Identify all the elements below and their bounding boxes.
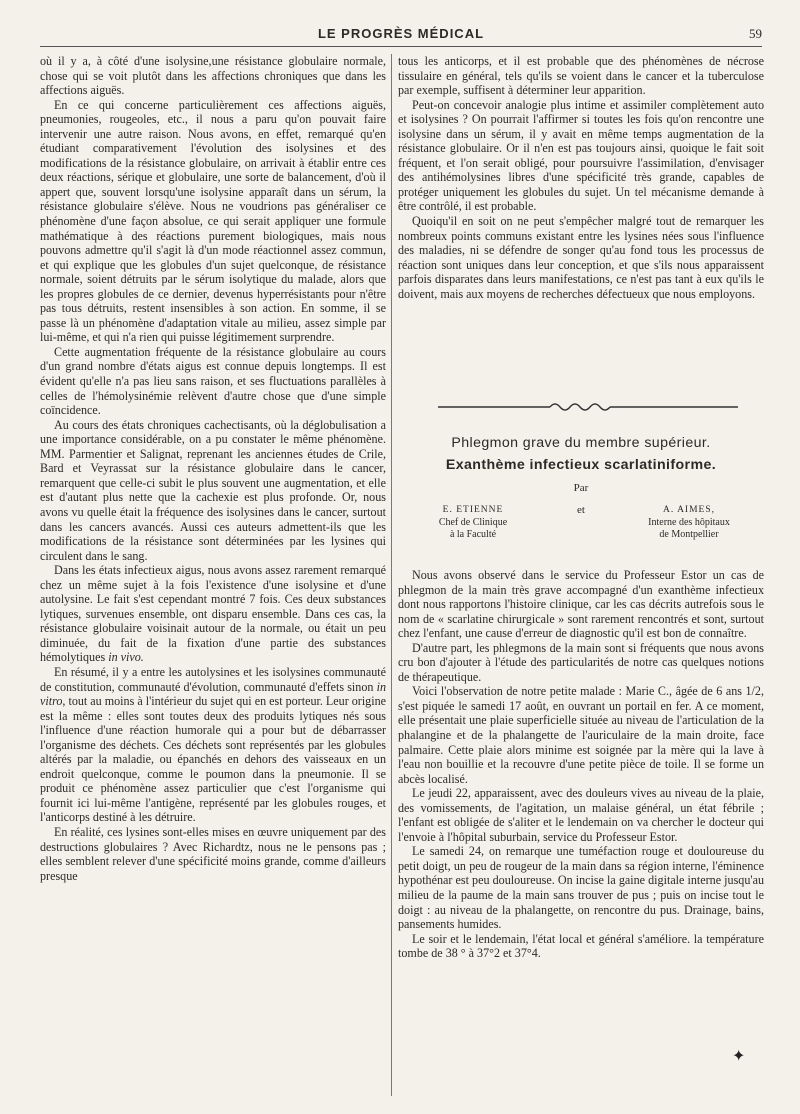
author-etienne bbox=[398, 504, 548, 542]
paragraph-with-italic bbox=[40, 665, 386, 825]
paragraph-text: En résumé, il y a entre les autolysines et les isolysines communauté de constitution, communauté d'évolution, communauté d'effets sinon bbox=[40, 664, 386, 694]
paragraph: Le samedi 24, on remarque une tuméfaction rouge et douloureuse du petit doigt, un peu de rougeur de la main dans sa région interne, l'éminence hypothénar est peu douloureuse. On incise la gaine digitale interne jusqu'au milieu de la paume de la main sans trouver de pus ; puis on incise tout le doigt : au niveau de la phalangette, on rencontre du pus. Drainage, bains, pansements humides. bbox=[398, 844, 764, 932]
article-title-line-2: Exanthème infectieux scarlatiniforme. bbox=[445, 457, 717, 473]
end-ornament-icon: ✦ bbox=[732, 1046, 746, 1065]
paragraph: tous les anticorps, et il est probable que des phénomènes de nécrose tissulaire en général, tels qu'ils se voient dans le cancer et la tuberculose par exemple, suffisent à déterminer leur apparition. bbox=[398, 54, 764, 98]
author-name: A. AIMES, bbox=[662, 505, 716, 515]
paragraph: Quoiqu'il en soit on ne peut s'empêcher malgré tout de remarquer les nombreux points communs existant entre les lysines nées sous l'influence des maladies, ni se défendre de songer qu'au fond tous les processus de réaction sont uniques dans leur conception, et que s'ils nous apparaissent parfois disparates dans leurs manifestations, ce n'est pas tant à eux qu'ils le doivent, mais aux moyens de recherches défectueux que nous employons. bbox=[398, 214, 764, 301]
paragraph: où il y a, à côté d'une isolysine,une résistance globulaire normale, chose qui se voit plutôt dans les affections chroniques que dans les affections aiguës. bbox=[40, 54, 386, 98]
author-affiliation: à la Faculté bbox=[449, 529, 497, 540]
paragraph: En ce qui concerne particulièrement ces affections aiguës, pneumonies, rougeoles, etc., il nous a paru qu'on pouvait faire intervenir une autre raison. Nous avons, en effet, remarqué qu'en étudiant comparativement l'évolution des isolysines et des modifications de la résistance globulaire, on arrivait à établir entre ces deux réactions, sérique et globulaire, une sorte de balancement, d'où il appert que, souvent lorsqu'une isolysine apparaît dans un sérum, la résistance globulaire s'élève. Nous ne voudrions pas généraliser ce phénomène d'une façon absolue, ce qui serait appliquer une formule mathématique à des réactions purement biologiques, mais nous pouvons admettre qu'il s'agit là d'un mode réactionnel assez commun, et qui explique que les globules d'un sujet quelconque, de résistance normale, soient détruits par le sérum isolytique du malade, alors que les propres globules de ce dernier, devenus hyperrésistants pour n'être pas tous détruits, restent insensibles à son action. En somme, il se passe là un phénomène d'adaptation vitale au milieu, assez simple par lui-même, et qui n'a rien qui puisse légitimement surprendre. bbox=[40, 97, 386, 345]
author-role: Chef de Clinique bbox=[438, 516, 508, 528]
paragraph: Voici l'observation de notre petite malade : Marie C., âgée de 6 ans 1/2, s'est piquée le samedi 17 août, en ouvrant un portail en fer. A ce moment, elle présentait une plaie superficielle située au niveau de l'articulation de la phalangine et de la phalangette de l'auriculaire de la main droite, face palmaire. Cette plaie alors minime est soignée par la mère qui la lave à l'eau non bouillie et la recouvre d'une petite pièce de toile. Il se forme un abcès localisé. bbox=[398, 684, 764, 786]
running-title: LE PROGRÈS MÉDICAL bbox=[317, 26, 485, 41]
column-divider bbox=[391, 54, 392, 1096]
running-head bbox=[40, 24, 762, 47]
author-name: E. ETIENNE bbox=[442, 505, 504, 515]
paragraph: Cette augmentation fréquente de la résistance globulaire au cours d'un grand nombre d'états aigus est connue depuis longtemps. Il est évident qu'elle n'a pas lieu sans raison, et ses fluctuations parallèles à celles de l'hémolysinémie relèvent d'autre chose que d'une simple coïncidence. bbox=[40, 344, 386, 418]
author-role: Interne des hôpitaux bbox=[648, 516, 730, 528]
left-column bbox=[40, 54, 386, 883]
italic-term: in vitro bbox=[40, 679, 386, 709]
author-affiliation: de Montpellier bbox=[659, 529, 719, 540]
paragraph: Nous avons observé dans le service du Professeur Estor un cas de phlegmon de la main très grave accompagné d'un exanthème infectieux dont nous rapportons l'histoire clinique, car les cas décrits autrefois sous le nom de « scarlatine chirurgicale » sont rarement rencontrés et sont, surtout chez l'enfant, une cause d'erreur de diagnostic qu'il est bon de connaître. bbox=[398, 568, 764, 641]
paragraph: Au cours des états chroniques cachectisants, où la déglobulisation a une importance considérable, on a pu constater le même phénomène. MM. Parmentier et Salignat, reprenant les anciennes études de Crile, Bard et Veyrassat sur la résistance globulaire dans le cancer, remarquent que celle-ci subit le plus souvent une augmentation, et elle est d'autant plus nette que la cachexie est plus profonde. Or, nous avons vu quelle était la fréquence des isolysines dans le cancer, surtout dans les cancers avancés. Aussi ces auteurs admettent-ils que les modifications de la résistance sont déterminées par les lysines qui circulent dans le sang. bbox=[40, 417, 386, 563]
article-body bbox=[398, 568, 764, 961]
paragraph: Peut-on concevoir analogie plus intime et assimiler complètement auto et isolysines ? On pourrait l'affirmer si toutes les fois qu'on rencontre une isolysine dans un sérum, il y avait en même temps augmentation de la résistance globulaire. Or il n'en est pas toujours ainsi, quoique le fait soit fréquent, et l'on serait obligé, pour poursuivre l'assimilation, d'envisager des antihémolysines libres d'une spécificité très grande, capables de protéger uniquement les globules du sujet. Un tel mécanisme demande à être contrôlé, il est probable. bbox=[398, 97, 764, 214]
author-conjunction: et bbox=[577, 504, 585, 516]
italic-term: in vivo. bbox=[108, 650, 144, 665]
paragraph-text: , tout au moins à l'intérieur du sujet qui en est porteur. Leur origine est la même : elles sont toutes deux des produits lytiques nés sous l'influence d'une réaction humorale qui a pour but de débarrasser l'organisme des déchets. Ces déchets sont représentés par les globules altérés par la maladie, ou épanchés en dehors des vaisseaux en un endroit quelconque, comme le poumon dans la pneumonie. Il se produit ce phénomène assez particulier que c'est l'organisme qui fournit ici lui-même l'antigène, représenté par les globules rouges, et l'anticorps destiné à les détruire. bbox=[40, 694, 387, 825]
paragraph-text: Dans les états infectieux aigus, nous avons assez rarement remarqué chez un même sujet à la fois l'existence d'une isolysine et d'une autolysine. Le fait s'est cependant montré 7 fois. Ces deux substances lytiques, survenues ensemble, ont disparu ensemble. Dans ces cas, la résistance globulaire voisinait autour de la normale, ou était un peu diminuée, du fait de la fixation d'une partie des substances hémolytiques bbox=[40, 563, 386, 665]
article-title-line-1: Phlegmon grave du membre supérieur. bbox=[451, 435, 711, 451]
paragraph: Le jeudi 22, apparaissent, avec des douleurs vives au niveau de la plaie, des vomissements, de l'agitation, un malaise général, un état fébrile ; l'enfant est obligée de s'aliter et le lendemain on va chercher le docteur qui l'envoie à l'hôpital suburbain, service du Professeur Estor. bbox=[398, 786, 764, 844]
article-title bbox=[398, 432, 764, 476]
paragraph: En réalité, ces lysines sont-elles mises en œuvre uniquement par des destructions globulaires ? Avec Richardtz, nous ne le pensons pas ; elles semblent relever d'une spécificité moins grande, comme d'ailleurs presque bbox=[40, 824, 386, 883]
authors bbox=[398, 504, 764, 544]
paragraph: D'autre part, les phlegmons de la main sont si fréquents que nous avons cru bon d'ajouter à l'étude des particularités de notre cas quelques notions de thérapeutique. bbox=[398, 640, 764, 684]
right-column-top bbox=[398, 54, 764, 301]
author-aimes bbox=[614, 504, 764, 542]
page-number: 59 bbox=[749, 26, 762, 41]
section-ornament bbox=[438, 398, 738, 414]
by-line: Par bbox=[573, 482, 589, 494]
paragraph: Le soir et le lendemain, l'état local et général s'améliore. la température tombe de 38 ° à 37°2 et 37°4. bbox=[398, 931, 764, 961]
paragraph-with-italic bbox=[40, 563, 386, 665]
